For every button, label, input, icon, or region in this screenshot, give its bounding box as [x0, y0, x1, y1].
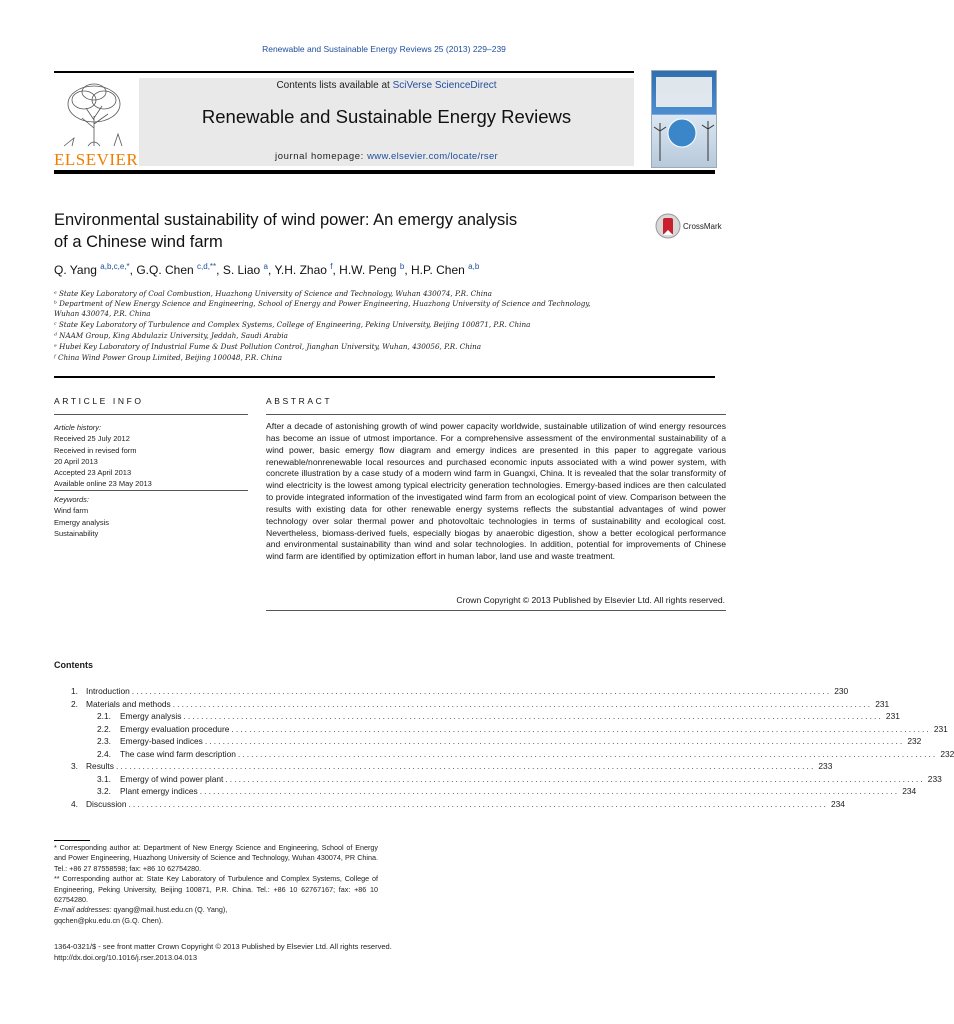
- affiliation-b-cont: Wuhan 430074, P.R. China: [54, 309, 151, 318]
- paper-title: [54, 209, 614, 253]
- author-affiliation-marks[interactable]: a,b: [468, 262, 480, 271]
- footnote-corresponding-1: * Corresponding author at: Department of New Energy Science and Engineering, School of Energy and Power Engineering, Huazhong University of Science and Technology, Wuhan 430074, PR China. Tel.: +86 27 87558598; fax: +86 10 62754280.: [54, 843, 378, 873]
- corresponding-mark[interactable]: *: [126, 262, 130, 271]
- toc-label[interactable]: Materials and methods: [86, 698, 171, 709]
- toc-leader: ..............................................................................................................................................................: [128, 798, 828, 809]
- toc-entry[interactable]: [54, 736, 922, 748]
- email-link[interactable]: gqchen@pku.edu.cn (G.Q. Chen).: [54, 915, 164, 925]
- keywords-block: [54, 494, 248, 539]
- history-item: Received in revised form: [54, 445, 137, 455]
- history-label: Article history:: [54, 423, 102, 432]
- toc-leader: ..............................................................................................................................................................: [204, 736, 905, 746]
- toc-entry[interactable]: [54, 748, 954, 761]
- abstract-bottom-rule: [266, 610, 726, 611]
- toc-entry[interactable]: [54, 786, 917, 798]
- abstract-text: After a decade of astonishing growth of wind power capacity worldwide, sustainable utilization of wind energy resources has become an issue of utmost importance. For a comprehensive assessment of the environmental sustainability of a wind power, basic emergy flow diagram and emergy indices are presented in this paper to aggregate various renewable/nonrenewable local resources and purchased economic inputs associated with a wind power system, with concrete illustration by a case study of a modern wind farm in Guangxi, China. It is revealed that the solar transformity of wind electricity is the lowest among typical electricity generation technologies. Emergy-based indices are then calculated to provide integrated information of the investigated wind farm from an ecological point of view. Comparison between the results with existing data for other renewable energy systems reflects the substantial advantages of wind power technology over solar thermal power and photovoltaic technologies in terms of sustainability and ecological cost. Nevertheless, biomass-derived fuels, especially biogas by anaerobic digestion, show a better ecological performance and environmental sustainability than wind and solar technologies. In addition, potential for improvements of Chinese wind farm are identified by optimization effort in human labor, land use and waste treatment.: [266, 421, 726, 562]
- history-item: Received 25 July 2012: [54, 434, 130, 444]
- article-info-heading: ARTICLE INFO: [54, 396, 144, 406]
- author-name[interactable]: H.W. Peng: [339, 263, 397, 277]
- abstract-heading: ABSTRACT: [266, 396, 333, 406]
- toc-label[interactable]: Emergy analysis: [120, 711, 182, 721]
- journal-title: Renewable and Sustainable Energy Reviews: [201, 106, 572, 127]
- toc-number: 2.1.: [97, 711, 111, 721]
- toc-entry[interactable]: [54, 711, 900, 723]
- toc-leader: ..............................................................................................................................................................: [199, 786, 900, 796]
- toc-number: 1.: [71, 686, 78, 696]
- contents-heading: Contents: [54, 660, 93, 670]
- toc-entry[interactable]: [54, 773, 942, 786]
- toc-label[interactable]: Emergy-based indices: [120, 736, 203, 746]
- toc-page: 231: [885, 711, 900, 721]
- article-history: [54, 422, 248, 490]
- toc-page: 234: [830, 798, 845, 809]
- issn-line: 1364-0321/$ - see front matter Crown Copyright © 2013 Published by Elsevier Ltd. All rights reserved.: [54, 942, 392, 951]
- abstract-copyright: Crown Copyright © 2013 Published by Elsevier Ltd. All rights reserved.: [456, 595, 725, 605]
- toc-page: 231: [875, 698, 890, 709]
- toc-page: 231: [933, 723, 948, 734]
- paper-title-line-2: of a Chinese wind farm: [54, 233, 223, 251]
- toc-label[interactable]: The case wind farm description: [120, 748, 236, 759]
- toc-page: 232: [907, 736, 922, 746]
- toc-label[interactable]: Emergy of wind power plant: [120, 773, 224, 784]
- toc-number: 4.: [71, 798, 78, 809]
- abstract-rule: [266, 414, 726, 415]
- author-name[interactable]: H.P. Chen: [411, 263, 465, 277]
- toc-entry[interactable]: [54, 723, 948, 736]
- toc-number: 2.4.: [97, 748, 111, 759]
- masthead-bottom-rule: [54, 170, 715, 174]
- toc-label[interactable]: Plant emergy indices: [120, 786, 198, 796]
- toc-number: 2.: [71, 698, 78, 709]
- section-divider: [54, 376, 715, 378]
- affiliation-c: ᶜ State Key Laboratory of Turbulence and Complex Systems, College of Engineering, Peking University, Beijing 100871, P.R. China: [54, 320, 531, 329]
- affiliation-f: ᶠ China Wind Power Group Limited, Beijing 100048, P.R. China: [54, 353, 283, 362]
- homepage-prefix: journal homepage:: [274, 151, 368, 162]
- toc-number: 3.2.: [97, 786, 111, 796]
- toc-number: 3.1.: [97, 773, 111, 784]
- toc-label[interactable]: Emergy evaluation procedure: [120, 723, 230, 734]
- history-item: Accepted 23 April 2013: [54, 468, 132, 478]
- contents-available-line: [139, 80, 634, 91]
- email-link[interactable]: qyang@mail.hust.edu.cn (Q. Yang),: [111, 905, 228, 915]
- toc-entry[interactable]: [54, 686, 849, 698]
- author-name[interactable]: Q. Yang: [54, 263, 97, 277]
- toc-page: 234: [902, 786, 917, 796]
- toc-entry[interactable]: [54, 798, 845, 811]
- toc-leader: ..............................................................................................................................................................: [131, 686, 832, 696]
- author-name[interactable]: Y.H. Zhao: [274, 263, 327, 277]
- doi-link[interactable]: http://dx.doi.org/10.1016/j.rser.2013.04.013: [54, 953, 198, 962]
- author-name[interactable]: G.Q. Chen: [136, 263, 194, 277]
- email-label: E-mail addresses:: [54, 905, 112, 915]
- footnote-emails: [54, 905, 378, 915]
- toc-leader: ..............................................................................................................................................................: [225, 773, 925, 784]
- toc-leader: ..............................................................................................................................................................: [231, 723, 931, 734]
- keyword: Sustainability: [54, 528, 99, 538]
- toc-leader: ..............................................................................................................................................................: [237, 748, 938, 759]
- toc-label[interactable]: Introduction: [86, 686, 130, 696]
- toc-leader: ..............................................................................................................................................................: [183, 711, 883, 721]
- keyword: Emergy analysis: [54, 517, 110, 527]
- article-info-rule: [54, 414, 248, 415]
- toc-leader: ..............................................................................................................................................................: [172, 698, 873, 709]
- crossmark-label[interactable]: CrossMark: [683, 222, 722, 231]
- affiliation-d: ᵈ NAAM Group, King Abdulaziz University, Jeddah, Saudi Arabia: [54, 331, 288, 340]
- footnotes: [54, 843, 378, 926]
- toc-number: 2.2.: [97, 723, 111, 734]
- journal-homepage-line: [139, 151, 634, 162]
- author-list: Q. Yang $^{a,b,c,e,*}$, G.Q. Chen $^{c,d,**}$, S. Liao $^a$, Y.H. Zhao $^f$, H.W. Peng $^b$, H.P. Chen $^{a,b}$: [54, 262, 480, 277]
- elsevier-wordmark: ELSEVIER: [54, 150, 139, 169]
- toc-page: 230: [834, 686, 849, 696]
- toc-entry[interactable]: [54, 698, 890, 711]
- affiliation-a: ᵃ State Key Laboratory of Coal Combustion, Huazhong University of Science and Technology, Wuhan 430074, P.R. China: [54, 289, 492, 298]
- paper-title-line-1: Environmental sustainability of wind power: An emergy analysis: [54, 211, 518, 229]
- toc-label[interactable]: Results: [86, 761, 114, 771]
- author-affiliation-marks[interactable]: c,d,: [197, 262, 210, 271]
- footnote-rule: [54, 840, 90, 841]
- toc-number: 2.3.: [97, 736, 111, 746]
- affiliation-e: ᵉ Hubei Key Laboratory of Industrial Fume & Dust Pollution Control, Jianghan University, Wuhan, 430056, P.R. China: [54, 342, 482, 351]
- keyword: Wind farm: [54, 506, 89, 516]
- history-item: 20 April 2013: [54, 456, 98, 466]
- author-name[interactable]: S. Liao: [222, 263, 261, 277]
- front-matter-info: [54, 941, 654, 963]
- toc-entry[interactable]: [54, 761, 833, 773]
- keywords-rule: [54, 490, 248, 491]
- toc-leader: ..............................................................................................................................................................: [115, 761, 816, 771]
- journal-citation[interactable]: Renewable and Sustainable Energy Reviews 25 (2013) 229–239: [262, 44, 506, 54]
- author-affiliation-marks[interactable]: f: [330, 262, 333, 271]
- crossmark-icon: [654, 212, 682, 240]
- toc-page: 233: [818, 761, 833, 771]
- toc-page: 232: [940, 748, 954, 759]
- journal-cover-thumbnail[interactable]: [651, 70, 717, 168]
- corresponding-mark[interactable]: **: [209, 262, 217, 271]
- author-affiliation-marks[interactable]: b: [399, 262, 405, 271]
- footnote-corresponding-2: ** Corresponding author at: State Key Laboratory of Turbulence and Complex Systems, College of Engineering, Peking University, Beijing 100871, P.R. China. Tel.: +86 10 62767167; fax: +86 10 62754280.: [54, 874, 378, 905]
- history-item: Available online 23 May 2013: [54, 479, 152, 489]
- sciencedirect-link[interactable]: SciVerse ScienceDirect: [392, 80, 497, 91]
- toc-label[interactable]: Discussion: [86, 798, 127, 809]
- contents-prefix: Contents lists available at: [276, 80, 393, 91]
- affiliation-b: ᵇ Department of New Energy Science and Engineering, School of Energy and Power Engineering, Huazhong University of Science and Technology,: [54, 299, 591, 308]
- toc-page: 233: [927, 773, 942, 784]
- masthead-top-rule: [54, 71, 634, 73]
- author-affiliation-marks[interactable]: a: [263, 262, 268, 271]
- author-affiliation-marks[interactable]: a,b,c,e,: [100, 262, 127, 271]
- homepage-link[interactable]: www.elsevier.com/locate/rser: [367, 151, 499, 162]
- toc-number: 3.: [71, 761, 78, 771]
- keywords-label: Keywords:: [54, 495, 90, 504]
